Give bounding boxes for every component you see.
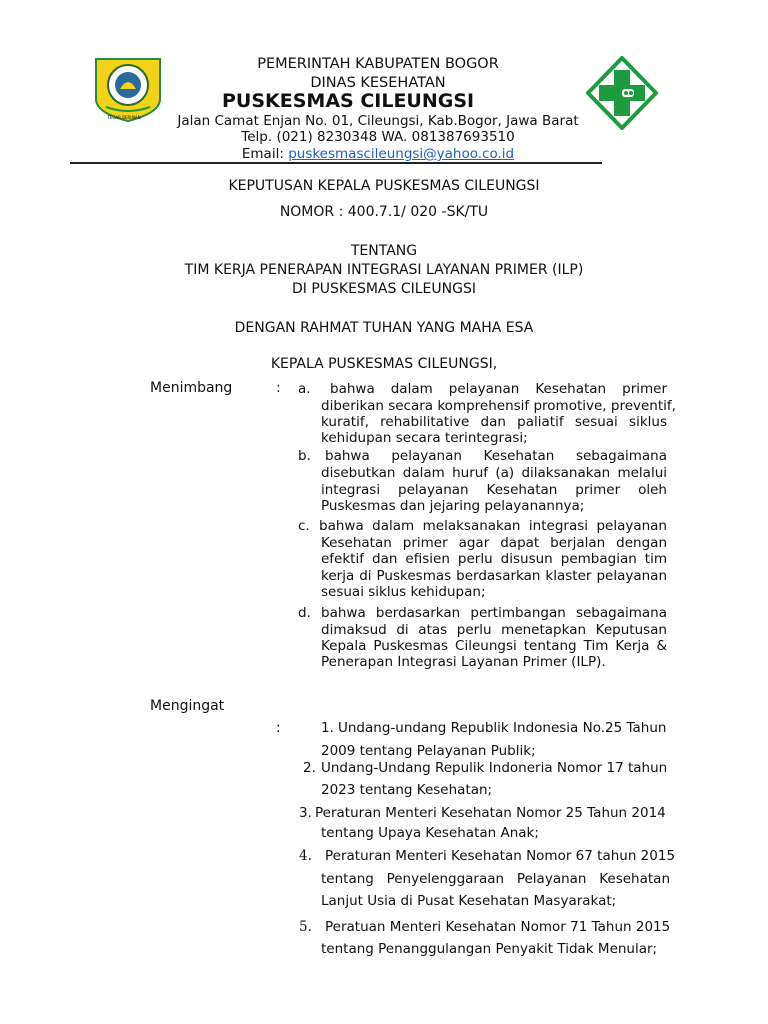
mengingat-2-marker: 2. (303, 760, 316, 776)
menimbang-b-line: Puskesmas dan jejaring pelayanannya; (321, 498, 585, 514)
decree-heading: KEPUTUSAN KEPALA PUSKESMAS CILEUNGSI (228, 178, 540, 194)
email-link[interactable]: puskesmascileungsi@yahoo.co.id (288, 146, 515, 162)
mengingat-5-line: tentang Penanggulangan Penyakit Tidak Menular; (321, 941, 658, 957)
email-label: Email: (241, 146, 284, 162)
mengingat-3-line: tentang Upaya Kesehatan Anak; (321, 825, 539, 841)
menimbang-d-line: dimaksud di atas perlu menetapkan Keputusan (321, 622, 667, 638)
letterhead-title: PUSKESMAS CILEUNGSI (222, 90, 475, 112)
mengingat-4-line: tentang Penyelenggaraan Pelayanan Kesehatan (321, 871, 670, 887)
decree-blessing: DENGAN RAHMAT TUHAN YANG MAHA ESA (234, 320, 534, 336)
emblem-motto: TEGAR BERIMAN (107, 115, 141, 120)
mengingat-5-line: Peratuan Menteri Kesehatan Nomor 71 Tahun 2015 (325, 919, 671, 935)
decree-subject-line2: DI PUSKESMAS CILEUNGSI (292, 281, 476, 297)
menimbang-d-marker: d. (298, 605, 311, 621)
menimbang-b-marker: b. (298, 448, 311, 464)
mengingat-5-marker: 5. (299, 919, 312, 935)
menimbang-c-line: kerja di Puskesmas berdasarkan klaster pelayanan (321, 568, 667, 584)
letterhead-phone: Telp. (021) 8230348 WA. 081387693510 (241, 129, 515, 145)
menimbang-b-line: bahwa pelayanan Kesehatan sebagaimana (325, 448, 667, 464)
decree-subject-line1: TIM KERJA PENERAPAN INTEGRASI LAYANAN PRIMER (ILP) (184, 262, 584, 278)
menimbang-a-line: bahwa dalam pelayanan Kesehatan primer (330, 381, 667, 397)
mengingat-1-marker: 1. (321, 720, 334, 736)
mengingat-3-marker: 3. (299, 805, 312, 821)
menimbang-label: Menimbang (150, 380, 233, 396)
menimbang-c-line: Kesehatan primer agar dapat berjalan dengan (321, 535, 667, 551)
mengingat-3-line: Peraturan Menteri Kesehatan Nomor 25 Tahun 2014 (315, 805, 666, 821)
menimbang-a-line: diberikan secara komprehensif promotive, preventif, (321, 398, 676, 414)
mengingat-4-marker: 4. (299, 848, 312, 864)
menimbang-a-marker: a. (298, 381, 311, 397)
menimbang-colon: : (276, 380, 281, 396)
menimbang-b-line: disebutkan dalam huruf (a) dilaksanakan melalui (321, 465, 667, 481)
menimbang-c-line: sesuai siklus kehidupan; (321, 584, 486, 600)
mengingat-4-line: Peraturan Menteri Kesehatan Nomor 67 tahun 2015 (325, 848, 676, 864)
menimbang-d-line: Penerapan Integrasi Layanan Primer (ILP). (321, 654, 606, 670)
mengingat-2-line: 2023 tentang Kesehatan; (321, 782, 493, 798)
decree-number: NOMOR : 400.7.1/ 020 -SK/TU (279, 204, 489, 220)
menimbang-a-line: kehidupan secara terintegrasi; (321, 430, 528, 446)
letterhead-address: Jalan Camat Enjan No. 01, Cileungsi, Kab.Bogor, Jawa Barat (177, 113, 579, 129)
letterhead-department: DINAS KESEHATAN (310, 75, 446, 91)
mengingat-1-line: 2009 tentang Pelayanan Publik; (321, 743, 536, 759)
mengingat-label: Mengingat (150, 698, 225, 714)
mengingat-4-line: Lanjut Usia di Pusat Kesehatan Masyarakat; (321, 893, 617, 909)
menimbang-c-marker: c. (298, 518, 310, 534)
mengingat-2-line: Undang-Undang Repulik Indoneria Nomor 17 tahun (321, 760, 668, 776)
puskesmas-logo (586, 56, 658, 130)
menimbang-d-line: bahwa berdasarkan pertimbangan sebagaimana (321, 605, 667, 621)
menimbang-c-line: efektif dan efisien perlu disusun pembagian tim (321, 551, 667, 567)
decree-official: KEPALA PUSKESMAS CILEUNGSI, (270, 356, 498, 372)
menimbang-c-line: bahwa dalam melaksanakan integrasi pelayanan (319, 518, 667, 534)
decree-about: TENTANG (350, 243, 418, 259)
letterhead-government: PEMERINTAH KABUPATEN BOGOR (257, 56, 499, 72)
letterhead-email (168, 146, 588, 162)
menimbang-d-line: Kepala Puskesmas Cileungsi tentang Tim Kerja & (321, 638, 667, 654)
menimbang-b-line: integrasi pelayanan Kesehatan primer oleh (321, 482, 667, 498)
mengingat-1-line: Undang-undang Republik Indonesia No.25 Tahun (338, 720, 667, 736)
menimbang-a-line: kuratif, rehabilitative dan paliatif sesuai siklus (321, 414, 667, 430)
letterhead-divider (70, 162, 602, 164)
mengingat-colon: : (276, 720, 281, 736)
